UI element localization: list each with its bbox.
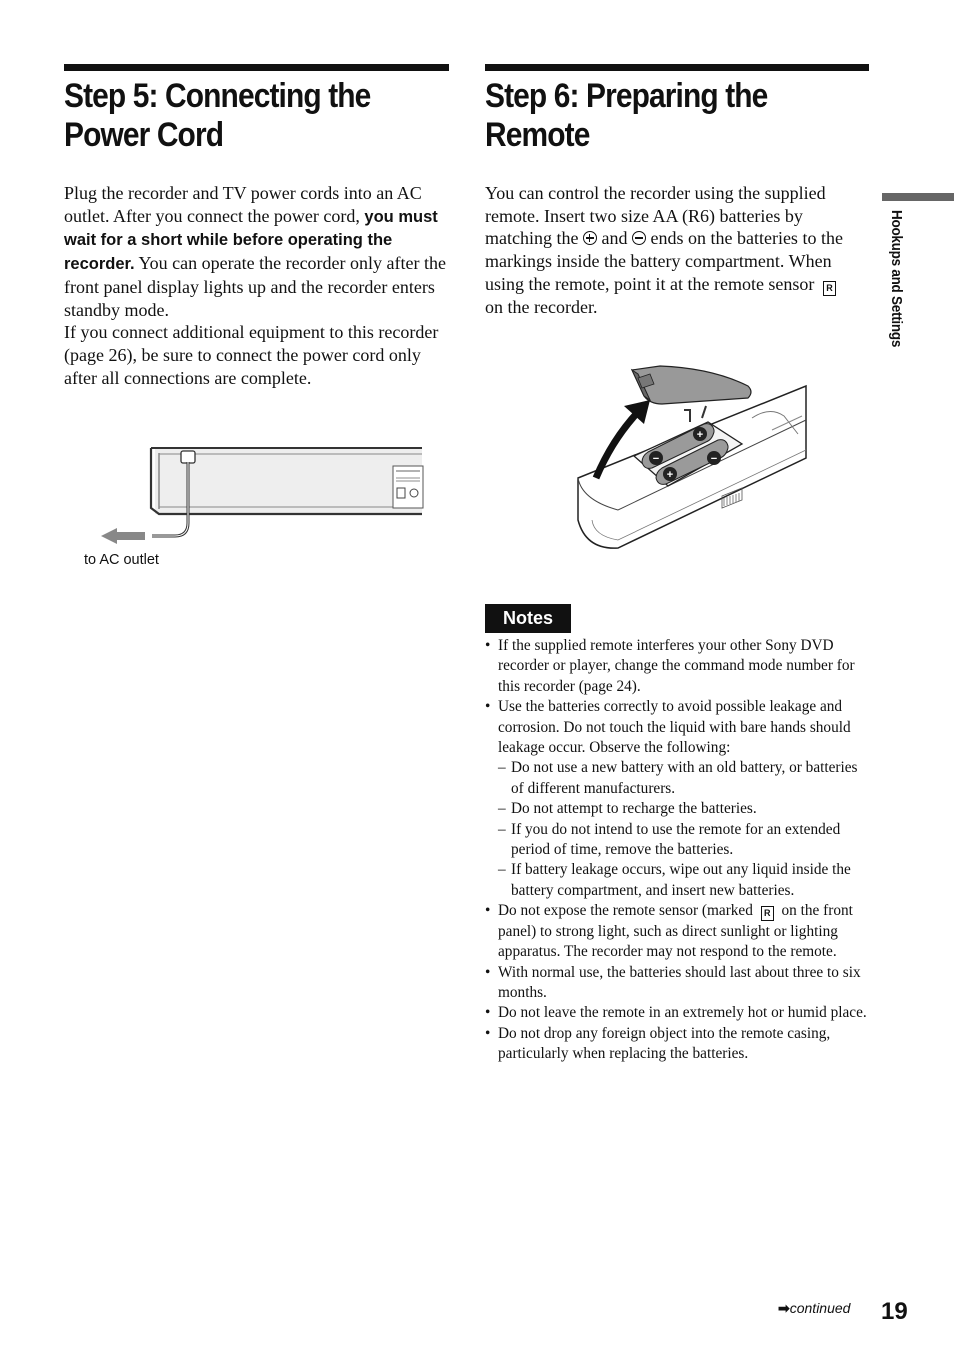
note-subitem: – Do not attempt to recharge the batteries. <box>498 799 869 819</box>
side-section-tab <box>882 193 954 201</box>
note-item-2-sublist <box>498 758 869 901</box>
step5-paragraph-2: If you connect additional equipment to this recorder (page 26), be sure to connect the power cord only after all connections are complete. <box>64 322 439 388</box>
svg-text:+: + <box>666 469 674 481</box>
step5-paragraph-1 <box>64 182 449 321</box>
note-subitem: – If battery leakage occurs, wipe out any liquid inside the battery compartment, and insert new batteries. <box>498 860 869 901</box>
step5-title <box>64 77 370 155</box>
svg-text:−: − <box>652 453 660 465</box>
minus-circle-icon <box>632 231 646 245</box>
note-item-5: • Do not leave the remote in an extremely hot or humid place. <box>485 1003 869 1023</box>
note-item-3-text-a: Do not expose the remote sensor (marked <box>498 902 757 920</box>
step5-p1-bold: you must wait for a short while before operating the recorder. <box>64 207 438 274</box>
step6-title-line2: Remote <box>485 116 590 154</box>
remote-sensor-icon: R <box>761 906 774 921</box>
step5-title-line1: Step 5: Connecting the <box>64 77 371 115</box>
step6-heading-rule <box>485 64 869 71</box>
step5-p1-text-end: You can operate the recorder only after the front panel display lights up and the recorder enters standby mode. <box>64 253 446 320</box>
step6-paragraph <box>485 182 869 319</box>
note-item-2 <box>485 697 869 901</box>
step6-text-3: on the recorder. <box>485 296 598 317</box>
arrow-right-icon: ➡ <box>778 1300 790 1316</box>
remote-sensor-icon: R <box>823 281 836 296</box>
step6-title <box>485 77 767 155</box>
side-section-label: Hookups and Settings <box>888 210 905 348</box>
continued-label: continued <box>789 1300 851 1316</box>
step6-text-1: You can control the recorder using the supplied remote. Insert two size AA (R6) batteries by matching the <box>485 183 826 249</box>
note-subitem: – Do not use a new battery with an old battery, or batteries of different manufacturers. <box>498 758 869 799</box>
step5-heading-rule <box>64 64 449 71</box>
page-number: 19 <box>881 1298 908 1325</box>
remote-battery-illustration <box>572 360 812 555</box>
step6-body <box>485 182 869 319</box>
note-item-6: • Do not drop any foreign object into the remote casing, particularly when replacing the batteries. <box>485 1024 869 1065</box>
recorder-power-cord-illustration <box>95 440 425 550</box>
continued-indicator <box>778 1300 850 1317</box>
step6-text-and: and <box>596 228 632 249</box>
svg-text:+: + <box>696 429 704 441</box>
notes-heading: Notes <box>485 604 571 633</box>
step6-title-line1: Step 6: Preparing the <box>485 77 768 115</box>
note-item-1: • If the supplied remote interferes your other Sony DVD recorder or player, change the command mode number for this recorder (page 24). <box>485 636 869 697</box>
step5-p1-text: Plug the recorder and TV power cords into an AC outlet. After you connect the power cord, <box>64 183 422 226</box>
step5-body <box>64 182 449 389</box>
figure-caption-ac-outlet: to AC outlet <box>84 552 159 568</box>
plus-circle-icon <box>583 231 597 245</box>
step6-text-2: ends on the batteries to the markings inside the battery compartment. When using the remote, point it at the remote sensor <box>485 228 843 294</box>
notes-list <box>485 636 869 1065</box>
note-item-2-text: Use the batteries correctly to avoid possible leakage and corrosion. Do not touch the liquid with bare hands should leakage occur. Observe the following: <box>498 698 851 757</box>
step5-title-line2: Power Cord <box>64 116 224 154</box>
svg-text:−: − <box>710 453 718 465</box>
note-item-3-text-b: on the front panel) to strong light, such as direct sunlight or lighting apparatus. The recorder may not respond to the remote. <box>498 902 853 961</box>
note-item-3 <box>485 901 869 962</box>
note-subitem: – If you do not intend to use the remote for an extended period of time, remove the batteries. <box>498 820 869 861</box>
note-item-4: • With normal use, the batteries should last about three to six months. <box>485 963 869 1004</box>
